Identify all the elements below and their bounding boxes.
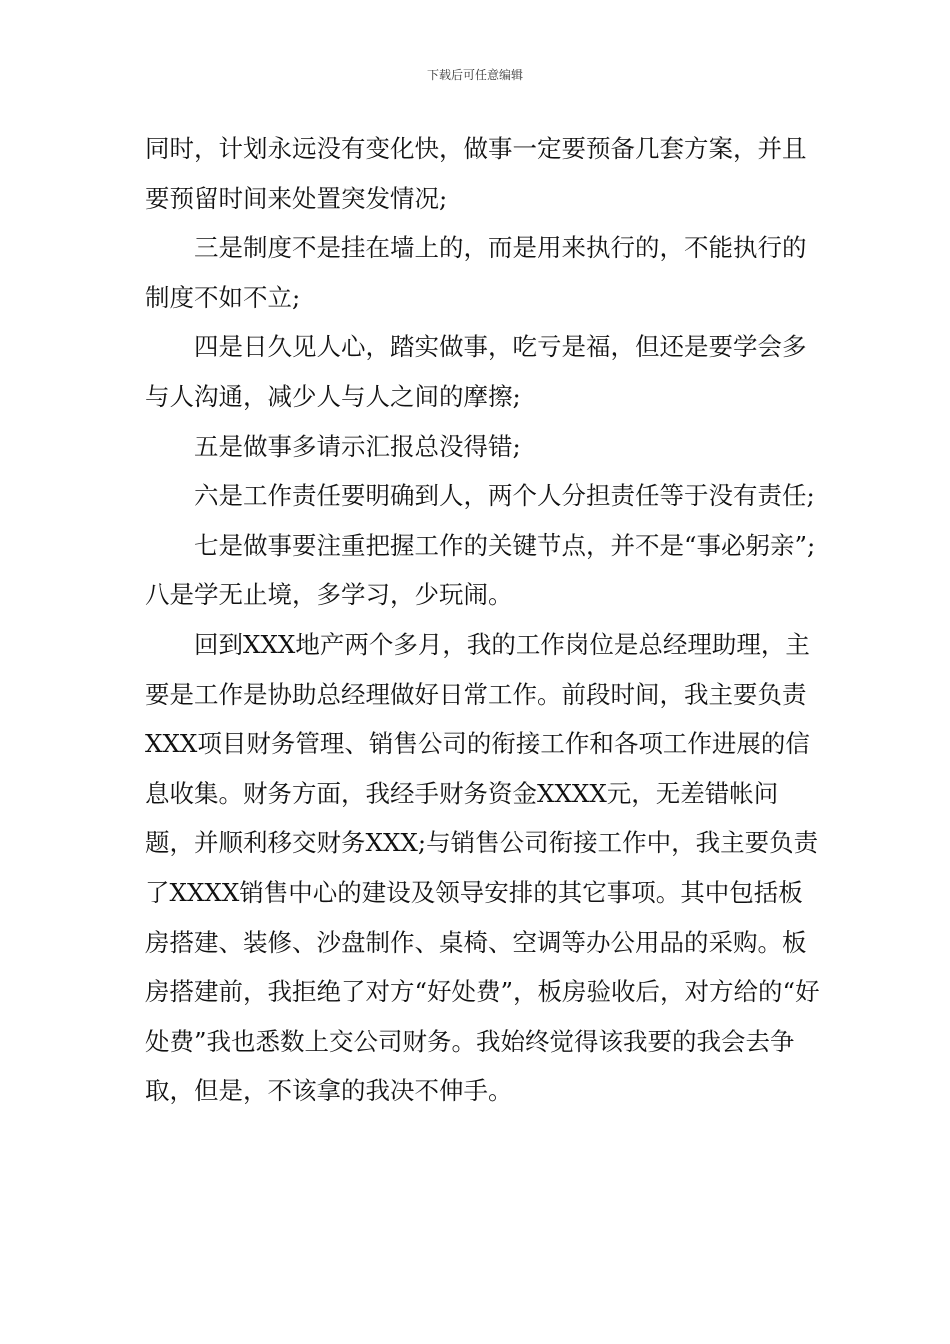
paragraph-6: 七是做事要注重把握工作的关键节点，并不是“事必躬亲”;八是学无止境，多学习，少玩闹。 (145, 530, 816, 610)
paragraph-2: 三是制度不是挂在墙上的，而是用来执行的，不能执行的制度不如不立; (145, 233, 807, 312)
paragraph-1: 同时，计划永远没有变化快，做事一定要预备几套方案，并且要预留时间来处置突发情况; (145, 134, 807, 213)
document-body (145, 124, 825, 1116)
paragraph-4: 五是做事多请示汇报总没得错; (194, 431, 521, 461)
paragraph-5: 六是工作责任要明确到人，两个人分担责任等于没有责任; (194, 481, 815, 511)
page-header: 下载后可任意编辑 (426, 68, 523, 82)
paragraph-3: 四是日久见人心，踏实做事，吃亏是福，但还是要学会多与人沟通，减少人与人之间的摩擦; (145, 332, 807, 411)
paragraph-7: 回到XXX地产两个多月，我的工作岗位是总经理助理，主要是工作是协助总经理做好日常工作。前段时间，我主要负责XXX项目财务管理、销售公司的衔接工作和各项工作进展的信息收集。财务方面，我经手财务资金XXXX元，无差错帐问题，并顺利移交财务XXX;与销售公司衔接工作中，我主要负责了XXXX销售中心的建设及领导安排的其它事项。其中包括板房搭建、装修、沙盘制作、桌椅、空调等办公用品的采购。板房搭建前，我拒绝了对方“好处费”，板房验收后，对方给的“好处费”我也悉数上交公司财务。我始终觉得该我要的我会去争取，但是，不该拿的我决不伸手。 (145, 629, 820, 1106)
